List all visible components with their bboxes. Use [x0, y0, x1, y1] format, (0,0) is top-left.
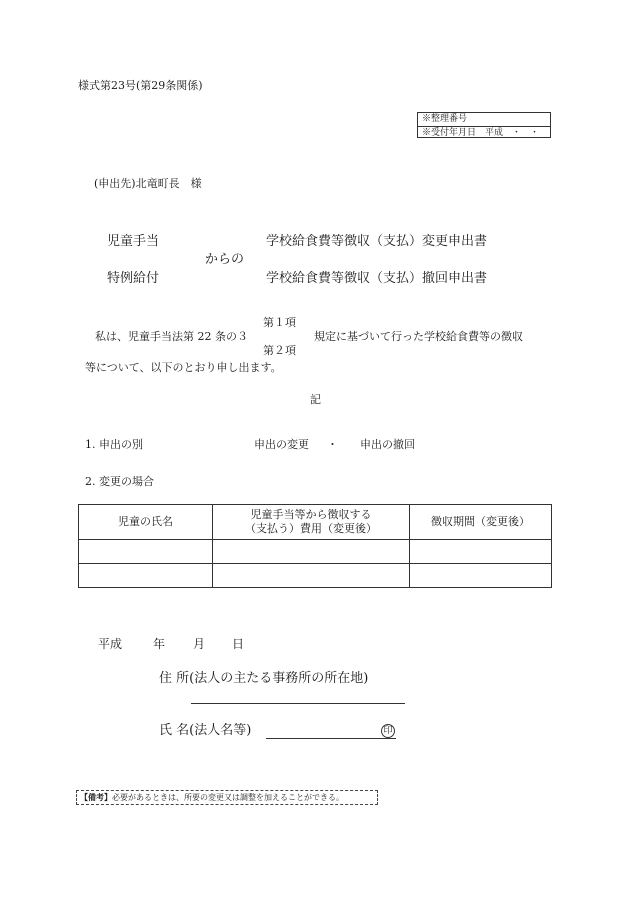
body-line2: 等について、以下のとおり申し出ます。 [85, 361, 282, 374]
form-number: 様式第23号(第29条関係) [78, 79, 203, 92]
body-line1-left: 私は、児童手当法第 22 条の３ [95, 330, 248, 343]
title-option-special-benefit: 特例給付 [107, 271, 160, 286]
reference-box [417, 112, 551, 138]
title-connector: からの [205, 252, 245, 267]
header-fee: 児童手当等から徴収する （支払う）費用（変更後） [213, 505, 410, 540]
item1-label: 1. 申出の別 [85, 438, 143, 451]
cell-child-name[interactable] [79, 540, 213, 564]
cell-child-name[interactable] [79, 564, 213, 588]
address-label: 住 所(法人の主たる事務所の所在地) [159, 671, 369, 686]
reference-number-row: ※整理番号 [422, 114, 468, 124]
remarks-note [76, 790, 378, 805]
clause-first: 第１項 [263, 316, 296, 329]
clause-second: 第２項 [263, 344, 296, 357]
option-separator: ・ [327, 438, 338, 451]
header-period: 徴収期間（変更後） [410, 505, 552, 540]
body-line1-right: 規定に基づいて行った学校給食費等の徴収 [314, 330, 523, 343]
cell-period[interactable] [410, 564, 552, 588]
cell-fee[interactable] [213, 540, 410, 564]
remarks-tag: 【備考】 [80, 792, 112, 802]
ki-heading: 記 [310, 393, 321, 406]
title-change-request: 学校給食費等徴収（支払）変更申出書 [266, 234, 488, 249]
title-option-child-allowance: 児童手当 [107, 234, 160, 249]
table-header-row [79, 505, 552, 540]
table-row [79, 564, 552, 588]
option-change: 申出の変更 [254, 438, 309, 451]
name-underline[interactable] [266, 738, 396, 739]
reception-date-row: ※受付年月日 平成 ・ ・ [418, 126, 550, 139]
item2-label: 2. 変更の場合 [85, 475, 154, 488]
date-day: 日 [232, 637, 245, 651]
cell-period[interactable] [410, 540, 552, 564]
date-month: 月 [193, 637, 206, 651]
change-table [78, 504, 552, 588]
addressee: (申出先)北竜町長 様 [94, 177, 202, 190]
option-withdrawal: 申出の撤回 [360, 438, 415, 451]
name-label: 氏 名(法人名等) [159, 723, 252, 738]
seal-mark: 印 [381, 724, 395, 738]
remarks-text: 必要があるときは、所要の変更又は調整を加えることができる。 [112, 793, 344, 802]
title-withdrawal-request: 学校給食費等徴収（支払）撤回申出書 [266, 271, 488, 286]
table-row [79, 540, 552, 564]
date-year: 年 [153, 637, 166, 651]
date-era: 平成 [98, 637, 123, 651]
header-child-name: 児童の氏名 [79, 505, 213, 540]
cell-fee[interactable] [213, 564, 410, 588]
address-underline[interactable] [191, 703, 405, 704]
